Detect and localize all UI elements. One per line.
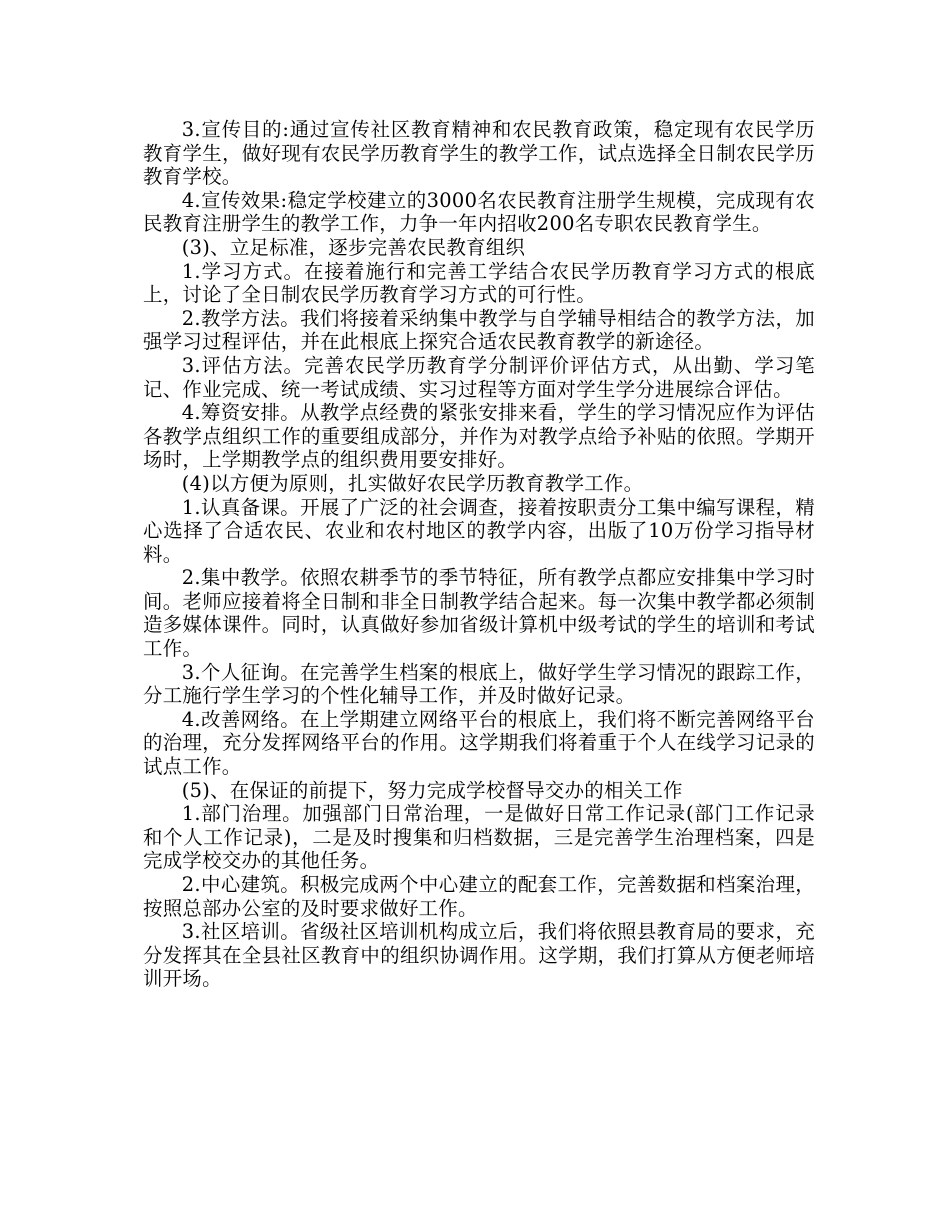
- paragraph-personal-consultation: 3.个人征询。在完善学生档案的根底上，做好学生学习情况的跟踪工作，分工施行学生学习的个性化辅导工作，并及时做好记录。: [143, 660, 815, 708]
- paragraph-publicity-purpose: 3.宣传目的:通过宣传社区教育精神和农民教育政策，稳定现有农民学历教育学生，做好现有农民学历教育学生的教学工作，试点选择全日制农民学历教育学校。: [143, 118, 815, 189]
- paragraph-center-construction: 2.中心建筑。积极完成两个中心建立的配套工作，完善数据和档案治理，按照总部办公室的及时要求做好工作。: [143, 873, 815, 920]
- section-heading-4: (4)以方便为原则，扎实做好农民学历教育教学工作。: [181, 471, 644, 495]
- paragraph-network-improvement: 4.改善网络。在上学期建立网络平台的根底上，我们将不断完善网络平台的治理，充分发挥网络平台的作用。这学期我们将着重于个人在线学习记录的试点工作。: [143, 707, 815, 779]
- paragraph-funding-arrangement: 4.筹资安排。从教学点经费的紧张安排来看，学生的学习情况应作为评估各教学点组织工作的重要组成部分，并作为对教学点给予补贴的依照。学期开场时，上学期教学点的组织费用要安排好。: [143, 401, 815, 472]
- paragraph-community-training: 3.社区培训。省级社区培训机构成立后，我们将依照县教育局的要求，充分发挥其在全县社区教育中的组织协调作用。这学期，我们打算从方便老师培训开场。: [143, 920, 815, 991]
- paragraph-lesson-preparation: 1.认真备课。开展了广泛的社会调查，接着按职责分工集中编写课程，精心选择了合适农民、农业和农村地区的教学内容，出版了10万份学习指导材料。: [143, 495, 815, 566]
- section-heading-5: (5)、在保证的前提下，努力完成学校督导交办的相关工作: [181, 778, 683, 802]
- paragraph-teaching-method: 2.教学方法。我们将接着采纳集中教学与自学辅导相结合的教学方法，加强学习过程评估，并在此根底上探究合适农民教育教学的新途径。: [143, 306, 815, 354]
- paragraph-centralized-teaching: 2.集中教学。依照农耕季节的季节特征，所有教学点都应安排集中学习时间。老师应接着将全日制和非全日制教学结合起来。每一次集中教学都必须制造多媒体课件。同时，认真做好参加省级计算机中级考试的学生的培训和考试工作。: [143, 566, 815, 661]
- paragraph-department-management: 1.部门治理。加强部门日常治理，一是做好日常工作记录(部门工作记录和个人工作记录)，二是及时搜集和归档数据，三是完善学生治理档案，四是完成学校交办的其他任务。: [143, 802, 815, 873]
- document-body: [143, 118, 815, 991]
- section-heading-3: (3)、立足标准，逐步完善农民教育组织: [181, 235, 526, 259]
- paragraph-evaluation-method: 3.评估方法。完善农民学历教育学分制评价评估方式，从出勤、学习笔记、作业完成、统一考试成绩、实习过程等方面对学生学分进展综合评估。: [143, 353, 815, 401]
- paragraph-publicity-effect: 4.宣传效果:稳定学校建立的3000名农民教育注册学生规模，完成现有农民教育注册学生的教学工作，力争一年内招收200名专职农民教育学生。: [143, 188, 815, 236]
- paragraph-learning-mode: 1.学习方式。在接着施行和完善工学结合农民学历教育学习方式的根底上，讨论了全日制农民学历教育学习方式的可行性。: [143, 259, 815, 307]
